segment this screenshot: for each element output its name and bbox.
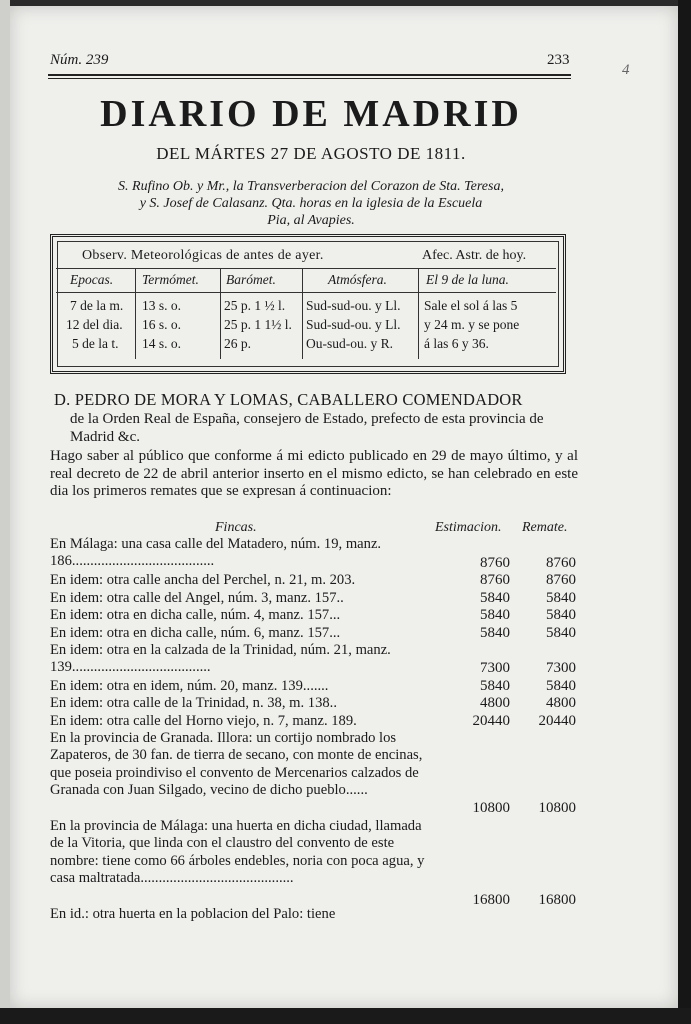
auction-entry-remate: 5840: [546, 590, 576, 606]
auction-entry-text: En la provincia de Granada. Illora: un cortijo nombrado los Zapateros, de 30 fan. de tierra de secano, con monte de encinas, que poseia proindiviso el convento de Mercenarios calzados de Granada con Juan Silgado, vecino de dicho pueblo......: [50, 730, 423, 799]
column-header-remate: Remate.: [522, 520, 568, 535]
met-row-2-atmosfera: Sud-sud-ou. y Ll.: [306, 317, 401, 332]
pencil-annotation: 4: [622, 62, 630, 78]
auction-entry-remate: 5840: [546, 678, 576, 694]
auction-entry-remate: 8760: [546, 555, 576, 571]
auction-entry-text: En idem: otra en idem, núm. 20, manz. 139.......: [50, 678, 329, 694]
auction-entry-estimacion: 10800: [472, 800, 510, 816]
meteorology-col-divider: [418, 269, 419, 359]
auction-entry-estimacion: 5840: [480, 625, 510, 641]
auction-entry-remate: 5840: [546, 607, 576, 623]
met-row-3-barometro: 26 p.: [224, 336, 251, 351]
auction-entry-text: En Málaga: una casa calle del Matadero, núm. 19, manz. 186.......................................: [50, 536, 382, 570]
notice-heading: D. PEDRO DE MORA Y LOMAS, CABALLERO COMENDADOR: [54, 390, 523, 409]
auction-entry-text: En idem: otra calle del Horno viejo, n. 7, manz. 189.: [50, 713, 357, 729]
auction-entry-estimacion: 8760: [480, 555, 510, 571]
auction-entry-text: En idem: otra en dicha calle, núm. 4, manz. 157...: [50, 607, 341, 623]
met-row-3-epoca: 5 de la t.: [72, 336, 119, 351]
auction-entry-estimacion: 16800: [472, 892, 510, 908]
notice-body: Hago saber al público que conforme á mi edicto publicado en 29 de mayo último, y al real decreto de 22 de abril anterior inserto en el mismo edicto, se han celebrado en este dia los primeros remates que se expresan á continuacion:: [50, 448, 578, 500]
meteorology-divider-top: [56, 268, 556, 269]
issue-number: Núm. 239: [50, 52, 109, 68]
auction-entry-estimacion: 5840: [480, 590, 510, 606]
meteorology-col-divider: [135, 269, 136, 359]
meteorology-divider-header: [56, 292, 556, 293]
met-row-2-barometro: 25 p. 1 1½ l.: [224, 317, 292, 332]
column-header-fincas: Fincas.: [215, 520, 257, 535]
saints-line-1: S. Rufino Ob. y Mr., la Transverberacion del Corazon de Sta. Teresa,: [118, 179, 504, 194]
auction-entry-estimacion: 7300: [480, 660, 510, 676]
auction-entry-text: En idem: otra calle de la Trinidad, n. 38, m. 138..: [50, 695, 337, 711]
col-atmosfera: Atmósfera.: [328, 272, 387, 287]
met-row-2-epoca: 12 del dia.: [66, 317, 123, 332]
col-epocas: Epocas.: [70, 272, 114, 287]
scan-left-edge: [0, 0, 10, 1024]
auction-entry-remate: 7300: [546, 660, 576, 676]
saints-line-3: Pia, al Avapies.: [267, 213, 355, 228]
met-row-2-termometro: 16 s. o.: [142, 317, 182, 332]
newspaper-page: [10, 6, 678, 1008]
meteorology-title: Observ. Meteorológicas de antes de ayer.: [82, 248, 324, 263]
scan-right-edge: [678, 0, 691, 1024]
auction-entry-text: En id.: otra huerta en la poblacion del Palo: tiene: [50, 906, 336, 922]
auction-entry-text: En idem: otra calle ancha del Perchel, n. 21, m. 203.: [50, 572, 356, 588]
auction-entry-estimacion: 8760: [480, 572, 510, 588]
auction-entry-estimacion: 20440: [472, 713, 510, 729]
masthead-title: DIARIO DE MADRID: [100, 93, 522, 135]
met-row-3-termometro: 14 s. o.: [142, 336, 182, 351]
astronomy-title: Afec. Astr. de hoy.: [422, 248, 527, 263]
met-row-3-atmosfera: Ou-sud-ou. y R.: [306, 336, 393, 351]
meteorology-col-divider: [302, 269, 303, 359]
auction-entry-text: En idem: otra en la calzada de la Trinidad, núm. 21, manz. 139......................................: [50, 642, 391, 676]
col-barometro: Barómet.: [226, 272, 276, 287]
met-row-1-epoca: 7 de la m.: [70, 298, 124, 313]
auction-entry-remate: 16800: [538, 892, 576, 908]
auction-entry-estimacion: 5840: [480, 678, 510, 694]
luna-line-1: Sale el sol á las 5: [424, 298, 518, 313]
column-header-estimacion: Estimacion.: [435, 520, 502, 535]
auction-entry-text: En la provincia de Málaga: una huerta en dicha ciudad, llamada de la Vitoria, que linda con el claustro del convento de este nombre: tiene como 66 árboles endebles, noria con poca agua, y casa maltratada..........................................: [50, 818, 425, 887]
auction-entry-remate: 4800: [546, 695, 576, 711]
auction-entry-remate: 5840: [546, 625, 576, 641]
luna-line-2: y 24 m. y se pone: [424, 317, 520, 332]
auction-entry-estimacion: 4800: [480, 695, 510, 711]
scan-bottom-edge: [0, 1008, 691, 1024]
col-luna: El 9 de la luna.: [426, 272, 509, 287]
notice-heading-continuation: de la Orden Real de España, consejero de Estado, prefecto de esta provincia de Madrid &c.: [70, 411, 544, 445]
auction-entry-text: En idem: otra en dicha calle, núm. 6, manz. 157...: [50, 625, 341, 641]
met-row-1-barometro: 25 p. 1 ½ l.: [224, 298, 286, 313]
header-rule: [48, 74, 571, 79]
auction-entry-remate: 8760: [546, 572, 576, 588]
meteorology-col-divider: [220, 269, 221, 359]
auction-entry-remate: 10800: [538, 800, 576, 816]
luna-line-3: á las 6 y 36.: [424, 336, 489, 351]
col-termometro: Termómet.: [142, 272, 199, 287]
page-number: 233: [547, 52, 570, 68]
saints-of-day: [46, 178, 576, 229]
auction-entry-estimacion: 5840: [480, 607, 510, 623]
met-row-1-atmosfera: Sud-sud-ou. y Ll.: [306, 298, 401, 313]
auction-entry-text: En idem: otra calle del Angel, núm. 3, manz. 157..: [50, 590, 344, 606]
met-row-1-termometro: 13 s. o.: [142, 298, 182, 313]
masthead-date: DEL MÁRTES 27 DE AGOSTO DE 1811.: [156, 144, 466, 163]
auction-entry-remate: 20440: [538, 713, 576, 729]
saints-line-2: y S. Josef de Calasanz. Qta. horas en la iglesia de la Escuela: [139, 196, 483, 211]
